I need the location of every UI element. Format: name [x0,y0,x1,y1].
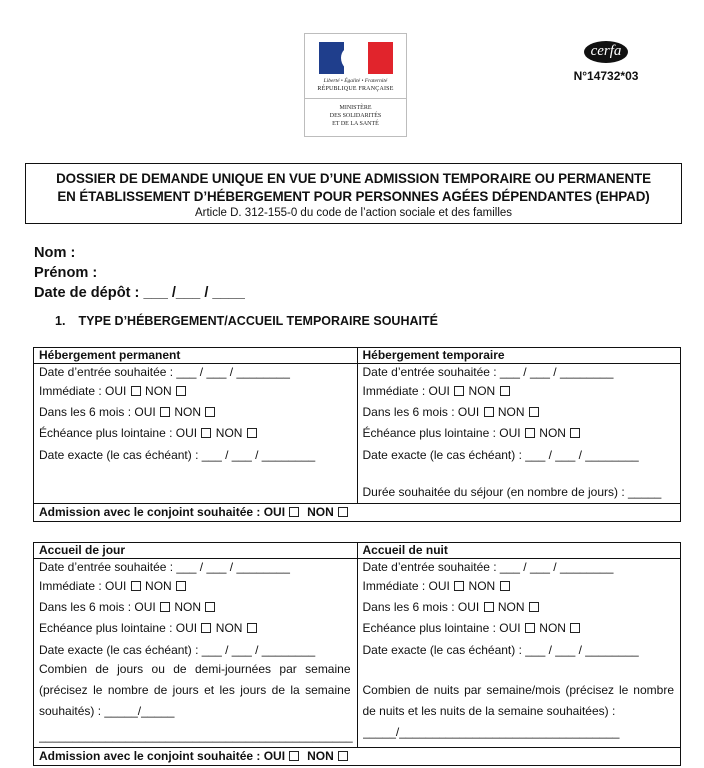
nuits-par-semaine-field[interactable]: Combien de nuits par semaine/mois (précisez le nombre de nuits et les nuits de la semaine souhaitées) : [362,682,674,718]
document-title-box [25,163,682,224]
non-checkbox[interactable] [176,581,186,591]
accueil-nuit-cell [357,559,681,748]
cerfa-logo: cerfa [584,41,628,63]
marianne-flag-icon [319,42,393,74]
echeance-row: Echéance plus lointaine : OUI NON [363,618,681,639]
logo-republic: RÉPUBLIQUE FRANÇAISE [317,86,394,92]
header-hebergement-permanent: Hébergement permanent [34,348,358,364]
oui-checkbox[interactable] [201,623,211,633]
echeance-row: Échéance plus lointaine : OUI NON [39,423,357,444]
logo-divider [305,98,406,99]
six-mois-row: Dans les 6 mois : OUI NON [39,402,357,423]
nom-field[interactable]: Nom : [34,245,76,261]
date-depot-field[interactable]: Date de dépôt : ___ /___ / ____ [34,285,245,301]
date-entree-field[interactable]: Date d’entrée souhaitée : ___ / ___ / ________ [39,365,290,379]
cerfa-number: N°14732*03 [573,69,639,83]
oui-checkbox[interactable] [484,407,494,417]
oui-checkbox[interactable] [201,428,211,438]
date-exacte-field[interactable]: Date exacte (le cas échéant) : ___ / ___ / ________ [39,642,316,657]
non-checkbox[interactable] [205,407,215,417]
duree-sejour-field[interactable]: Durée souhaitée du séjour (en nombre de jours) : _____ [362,484,662,499]
immediate-row: Immédiate : OUI NON [39,381,357,402]
document-subtitle: Article D. 312-155-0 du code de l’action sociale et des familles [194,207,513,219]
date-entree-field[interactable]: Date d’entrée souhaitée : ___ / ___ / ________ [39,560,290,574]
document-title: DOSSIER DE DEMANDE UNIQUE EN VUE D’UNE ADMISSION TEMPORAIRE OU PERMANENTE EN ÉTABLISSEMENT D’HÉBERGEMENT POUR PERSONNES AGÉES DÉPENDANTES (EHPAD) [56,171,651,204]
immediate-row: Immédiate : OUI NON [363,576,681,597]
oui-checkbox[interactable] [484,602,494,612]
logo-ministry: MINISTÈRE DES SOLIDARITÉS ET DE LA SANTÉ [329,105,382,127]
accueil-jour-cell [34,559,358,748]
non-checkbox[interactable] [570,623,580,633]
section-heading: 1. TYPE D’HÉBERGEMENT/ACCUEIL TEMPORAIRE SOUHAITÉ [55,314,438,328]
oui-checkbox[interactable] [525,623,535,633]
non-checkbox[interactable] [205,602,215,612]
oui-checkbox[interactable] [454,581,464,591]
oui-checkbox[interactable] [525,428,535,438]
six-mois-row: Dans les 6 mois : OUI NON [363,402,681,423]
admission-conjoint-row: Admission avec le conjoint souhaitée : OUI NON [34,503,681,521]
logo-motto: Liberté • Égalité • Fraternité [323,78,388,84]
prenom-field[interactable]: Prénom : [34,265,98,281]
six-mois-row: Dans les 6 mois : OUI NON [39,597,357,618]
hebergement-table [33,347,681,522]
header-accueil-jour: Accueil de jour [34,543,358,559]
oui-checkbox[interactable] [160,602,170,612]
non-checkbox[interactable] [247,623,257,633]
jours-par-semaine-field[interactable]: Combien de jours ou de demi-journées par semaine (précisez le nombre de jours et les jours de la semaine souhaités) : _____/_____ [39,661,351,718]
oui-checkbox[interactable] [131,581,141,591]
date-entree-field[interactable]: Date d’entrée souhaitée : ___ / ___ / ________ [362,365,614,379]
non-checkbox[interactable] [570,428,580,438]
non-checkbox[interactable] [529,407,539,417]
non-checkbox[interactable] [338,751,348,761]
immediate-row: Immédiate : OUI NON [363,381,681,402]
accueil-table [33,542,681,766]
nuits-blank-line[interactable]: _____/_________________________________ [362,724,620,739]
admission-conjoint-row: Admission avec le conjoint souhaitée : OUI NON [34,747,681,765]
non-checkbox[interactable] [529,602,539,612]
hebergement-permanent-cell [34,364,358,504]
echeance-row: Echéance plus lointaine : OUI NON [39,618,357,639]
non-checkbox[interactable] [500,386,510,396]
oui-checkbox[interactable] [289,507,299,517]
non-checkbox[interactable] [500,581,510,591]
non-checkbox[interactable] [176,386,186,396]
oui-checkbox[interactable] [160,407,170,417]
date-exacte-field[interactable]: Date exacte (le cas échéant) : ___ / ___ / ________ [39,447,316,462]
oui-checkbox[interactable] [454,386,464,396]
header-accueil-nuit: Accueil de nuit [357,543,681,559]
jours-blank-line[interactable]: _______________________________________________ [39,728,353,743]
header-hebergement-temporaire: Hébergement temporaire [357,348,681,364]
identity-block [34,243,245,303]
non-checkbox[interactable] [247,428,257,438]
oui-checkbox[interactable] [289,751,299,761]
immediate-row: Immédiate : OUI NON [39,576,357,597]
date-exacte-field[interactable]: Date exacte (le cas échéant) : ___ / ___ / ________ [362,447,639,462]
non-checkbox[interactable] [338,507,348,517]
date-entree-field[interactable]: Date d’entrée souhaitée : ___ / ___ / ________ [362,560,614,574]
ministry-logo [304,33,407,137]
hebergement-temporaire-cell [357,364,681,504]
six-mois-row: Dans les 6 mois : OUI NON [363,597,681,618]
echeance-row: Échéance plus lointaine : OUI NON [363,423,681,444]
oui-checkbox[interactable] [131,386,141,396]
date-exacte-field[interactable]: Date exacte (le cas échéant) : ___ / ___ / ________ [362,642,639,657]
